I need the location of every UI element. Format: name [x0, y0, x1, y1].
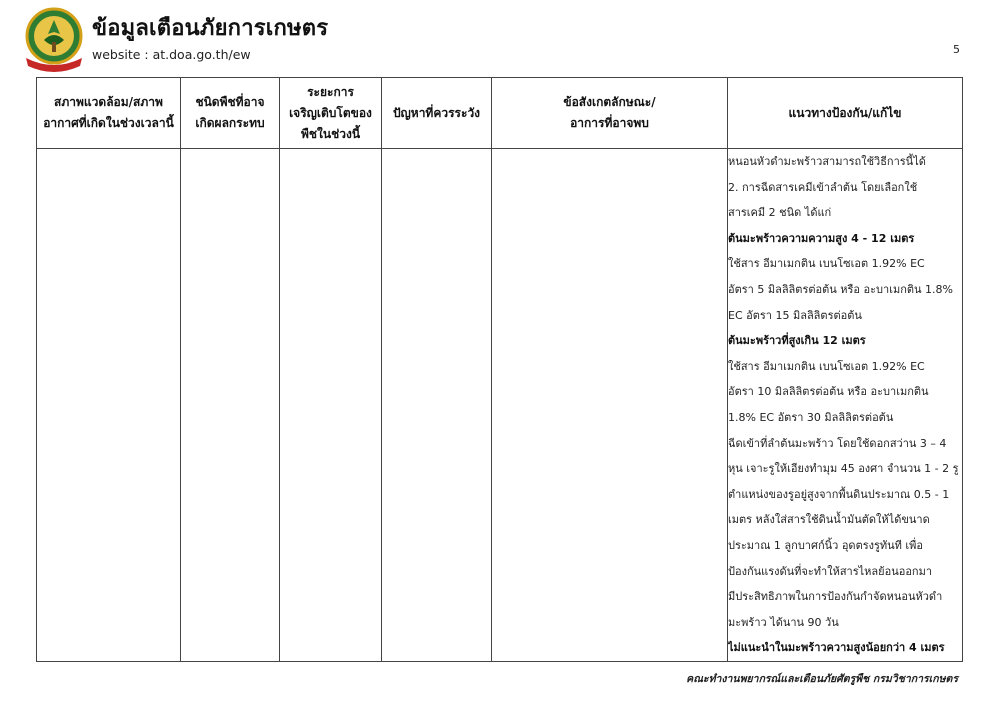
- advice-line: 2. การฉีดสารเคมีเข้าลำต้น โดยเลือกใช้: [728, 180, 918, 194]
- col-header-symptoms: ข้อสังเกตลักษณะ/ อาการที่อาจพบ: [492, 78, 728, 149]
- col-header-prevention: แนวทางป้องกัน/แก้ไข: [728, 78, 963, 149]
- table-header-row: [37, 78, 963, 149]
- table-row: [37, 149, 963, 662]
- advice-line: ป้องกันแรงดันที่จะทำให้สารไหลย้อนออกมา: [728, 564, 933, 578]
- advice-line: 1.8% EC อัตรา 30 มิลลิลิตรต่อต้น: [728, 410, 894, 424]
- advice-line-bold: ไม่แนะนำในมะพร้าวความสูงน้อยกว่า 4 เมตร: [728, 641, 945, 655]
- advice-line: หนอนหัวดำมะพร้าวสามารถใช้วิธีการนี้ได้: [728, 155, 926, 168]
- advice-line: ใช้สาร อีมาเมกติน เบนโซเอต 1.92% EC: [728, 359, 925, 373]
- advice-line: หุน เจาะรูให้เอียงทำมุม 45 องศา จำนวน 1 - 2 รู: [728, 462, 959, 476]
- advice-line-bold: ต้นมะพร้าวความความสูง 4 - 12 เมตร: [728, 231, 915, 245]
- advice-line: ใช้สาร อีมาเมกติน เบนโซเอต 1.92% EC: [728, 257, 925, 271]
- page-title: ข้อมูลเตือนภัยการเกษตร: [92, 16, 329, 41]
- col-header-problems: ปัญหาที่ควรระวัง: [382, 78, 492, 149]
- cell-growth-stage: [280, 149, 382, 662]
- advice-line: EC อัตรา 15 มิลลิลิตรต่อต้น: [728, 308, 862, 322]
- cell-prevention: [728, 149, 963, 662]
- advice-line: เมตร หลังใส่สารใช้ดินน้ำมันตัดให้ได้ขนาด: [728, 513, 930, 527]
- advice-line: อัตรา 5 มิลลิลิตรต่อต้น หรือ อะบาเมกติน 1.8%: [728, 282, 953, 296]
- advice-line: ประมาณ 1 ลูกบาศก์นิ้ว อุดตรงรูทันที เพื่อ: [728, 538, 924, 552]
- advice-line: ฉีดเข้าที่ลำต้นมะพร้าว โดยใช้ดอกสว่าน 3 – 4: [728, 436, 947, 450]
- cell-problems: [382, 149, 492, 662]
- website-url[interactable]: website : at.doa.go.th/ew: [92, 47, 251, 62]
- warning-table: [36, 77, 963, 662]
- advice-line-bold: ต้นมะพร้าวที่สูงเกิน 12 เมตร: [728, 334, 866, 348]
- advice-line: สารเคมี 2 ชนิด ได้แก่: [728, 206, 832, 220]
- doa-logo: [20, 6, 88, 72]
- advice-line: ตำแหน่งของรูอยู่สูงจากพื้นดินประมาณ 0.5 - 1: [728, 487, 950, 501]
- advice-line: มะพร้าว ได้นาน 90 วัน: [728, 615, 839, 629]
- advice-line: มีประสิทธิภาพในการป้องกันกำจัดหนอนหัวดำ: [728, 590, 943, 604]
- col-header-environment: สภาพแวดล้อม/สภาพ อากาศที่เกิดในช่วงเวลานี้: [37, 78, 181, 149]
- col-header-growth-stage: ระยะการ เจริญเติบโตของ พืชในช่วงนี้: [280, 78, 382, 149]
- page-number: 5: [953, 43, 960, 56]
- advice-line: อัตรา 10 มิลลิลิตรต่อต้น หรือ อะบาเมกติน: [728, 385, 929, 399]
- col-header-affected-crop: ชนิดพืชที่อาจ เกิดผลกระทบ: [181, 78, 280, 149]
- footer-credit: คณะทำงานพยากรณ์และเตือนภัยศัตรูพืช กรมวิชาการเกษตร: [686, 673, 958, 685]
- cell-affected-crop: [181, 149, 280, 662]
- cell-symptoms: [492, 149, 728, 662]
- cell-environment: [37, 149, 181, 662]
